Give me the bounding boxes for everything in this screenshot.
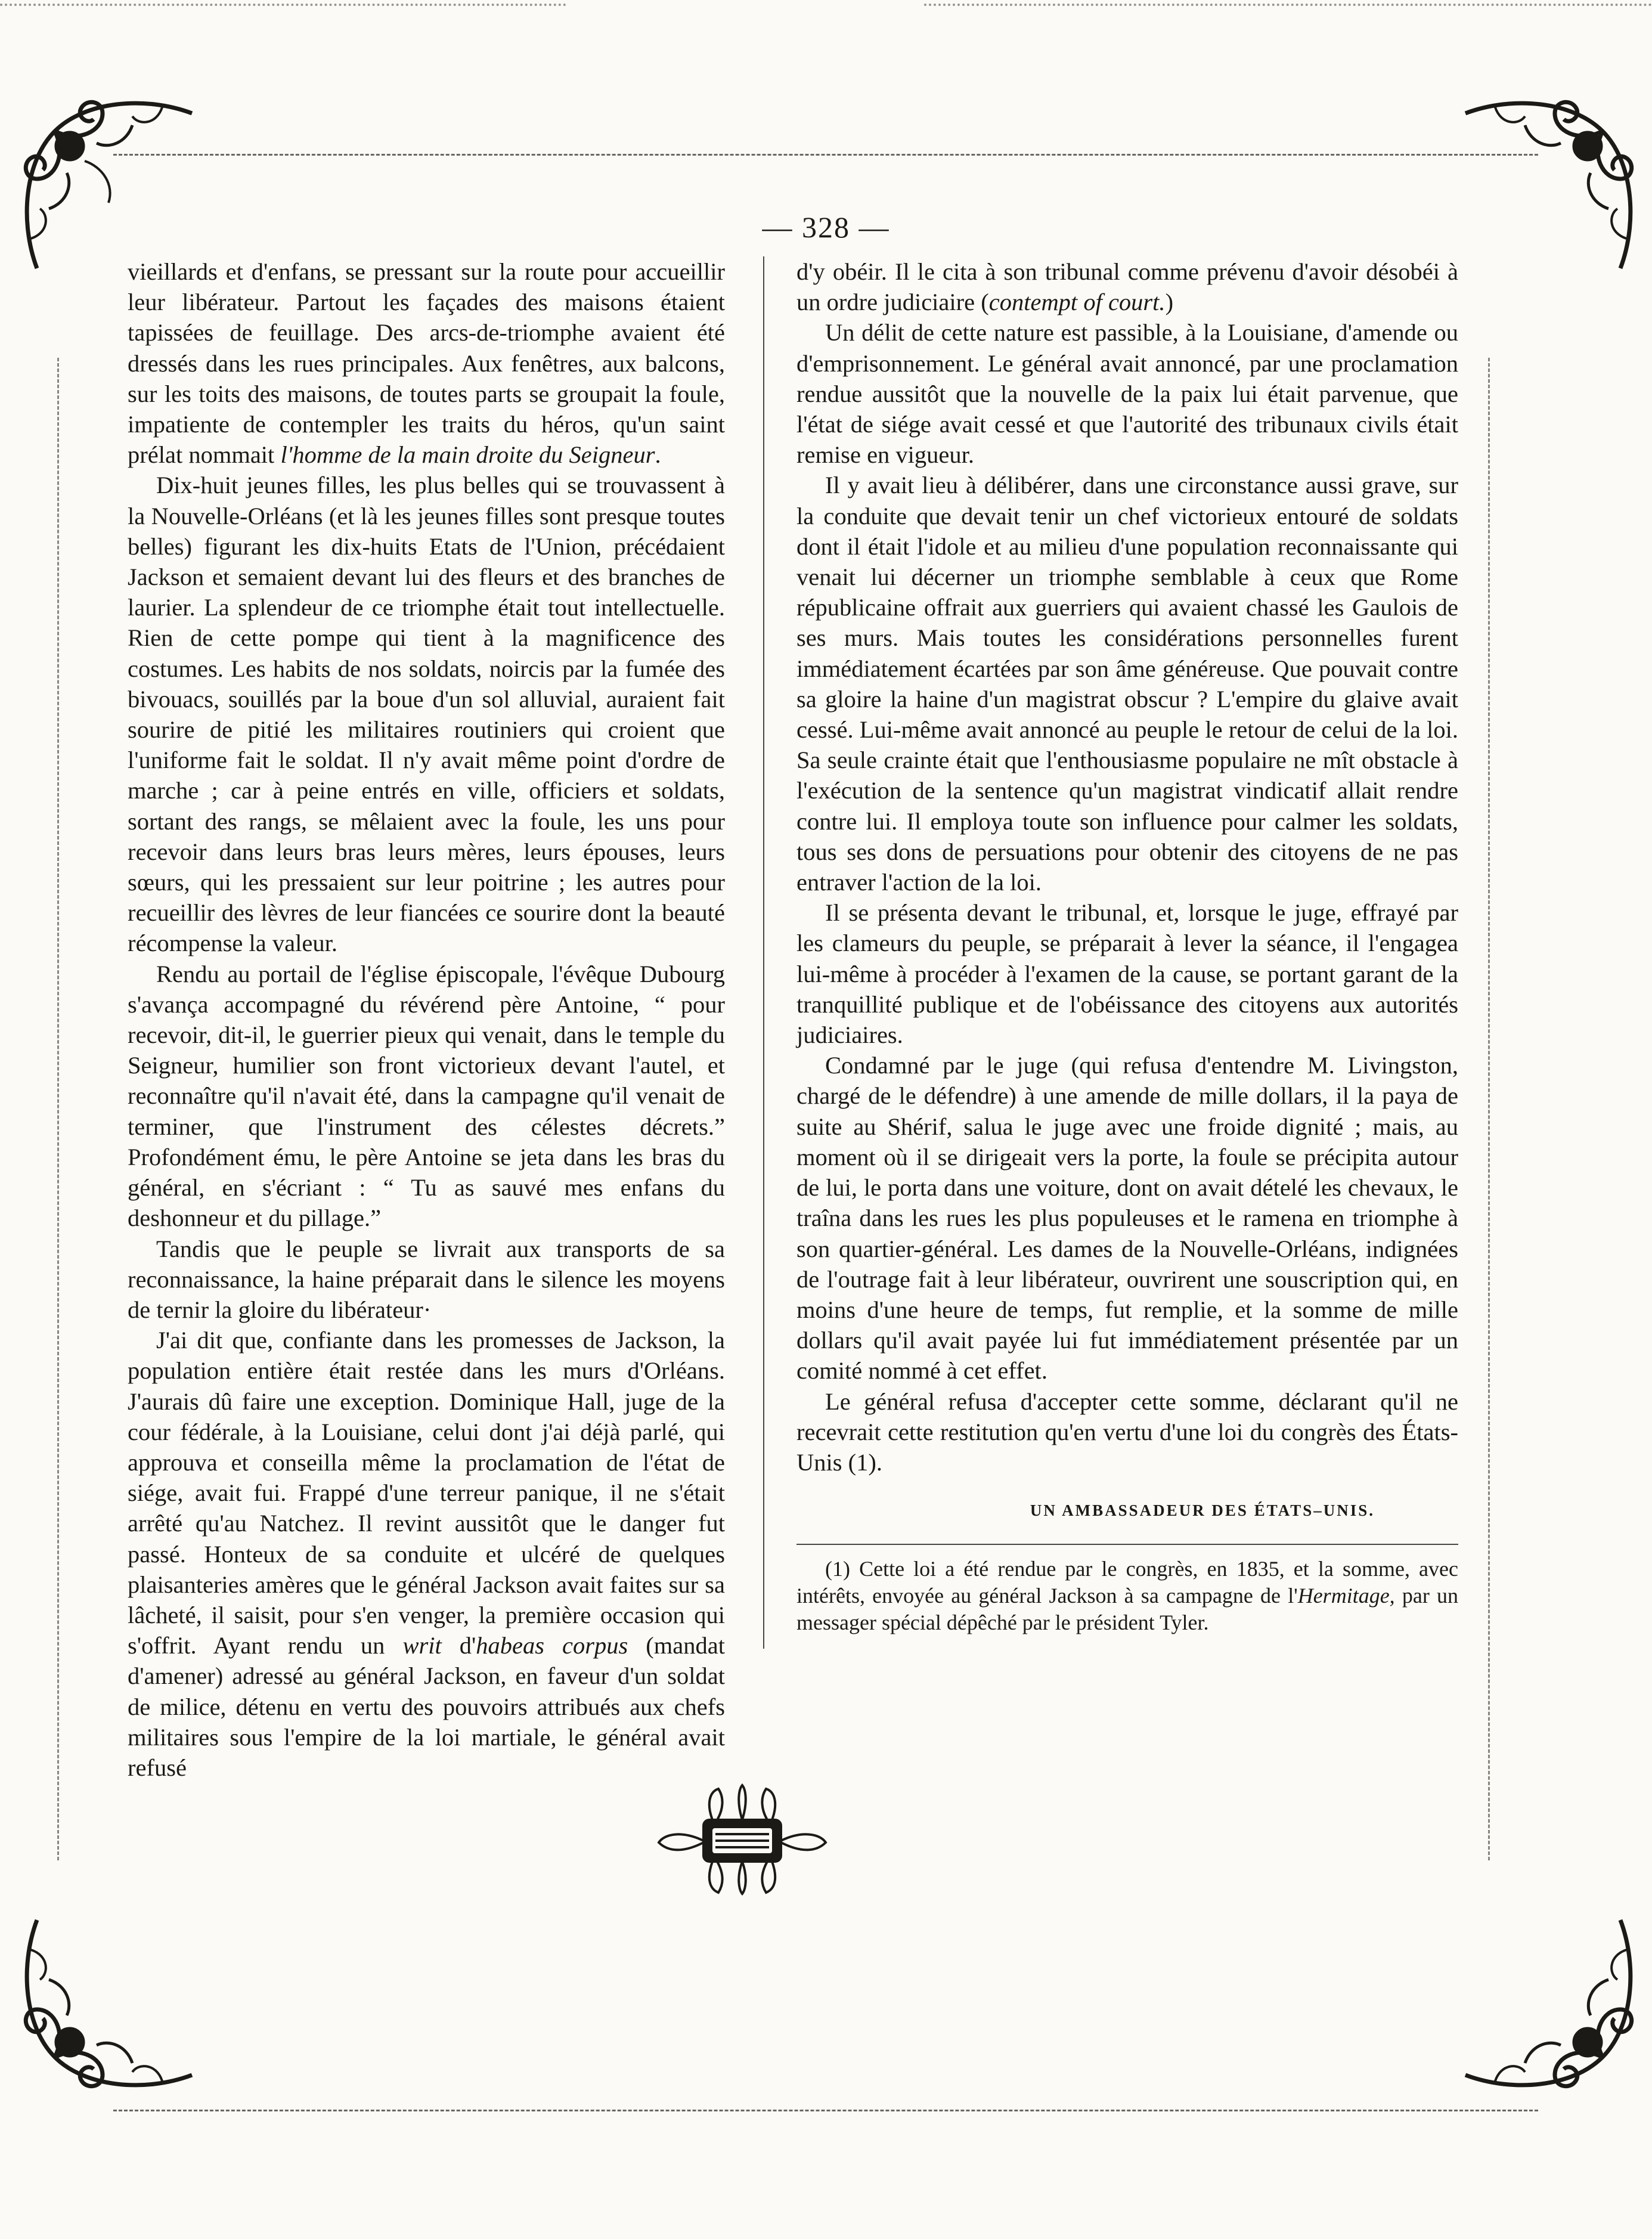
corner-ornament-bottom-right-icon: [1448, 1902, 1644, 2099]
frame-border-left: [57, 358, 59, 1860]
floral-vignette-icon: [647, 1783, 838, 1896]
right-column: [796, 256, 1458, 1636]
frame-border-bottom: [113, 2110, 1538, 2111]
footnote-rule: [796, 1544, 1458, 1545]
paragraph: Il y avait lieu à délibérer, dans une circonstance aussi grave, sur la conduite que devait tenir un chef victorieux entouré de soldats dont il était l'idole et au milieu d'une population reconnaissante qui venait lui décerner un triomphe semblable à ceux que Rome républicaine offrait aux guerriers qui avaient chassé les Gaulois de ses murs. Mais toutes les considérations personnelles furent immédiatement écartées par son âme généreuse. Que pouvait contre sa gloire la haine d'un magistrat obscur ? L'empire du glaive avait cessé. Lui-même avait annoncé au peuple le retour de celui de la loi. Sa seule crainte était que l'enthousiasme populaire ne mît obstacle à l'exécution de la sentence qu'un magistrat vindicatif allait rendre contre lui. Il employa toute son influence pour calmer les soldats, tous ses dons de persuations pour obtenir des citoyens de ne pas entraver l'action de la loi.: [796, 472, 1458, 896]
signature: UN AMBASSADEUR DES ÉTATS–UNIS.: [1030, 1501, 1375, 1520]
corner-ornament-bottom-left-icon: [13, 1902, 210, 2099]
paragraph: Condamné par le juge (qui refusa d'entendre M. Livingston, chargé de le défendre) à une amende de mille dollars, il la paya de suite au Shérif, salua le juge avec une froide dignité ; mais, au moment où il se dirigeait vers la porte, la foule se précipita autour de lui, le porta dans une voiture, dont on avait dételé les chevaux, le traîna dans les rues les plus populeuses et le ramena en triomphe à son quartier-général. Les dames de la Nouvelle-Orléans, indignées de l'outrage fait à leur libérateur, ouvrirent une souscription qui, en moins d'une heure de temps, fut remplie, et la somme de mille dollars qu'il avait payée lui fut immédiatement présentée par un comité nommé à cet effet.: [796, 1052, 1458, 1385]
frame-border-right: [1488, 358, 1490, 1860]
top-edge-rule-left: [0, 4, 566, 6]
paragraph: J'ai dit que, confiante dans les promesses de Jackson, la population entière était restée dans les murs d'Orléans. J'aurais dû faire une exception. Dominique Hall, juge de la cour fédérale, à la Louisiane, celui dont j'ai déjà parlé, qui approuva et conseilla même la proclamation de l'état de siége, avait fui. Frappé d'une terreur panique, il ne s'était arrêté qu'au Natchez. Il revint aussitôt que le danger fut passé. Honteux de sa conduite et ulcéré de quelques plaisanteries amères que le général Jackson avait faites sur sa lâcheté, il saisit, pour s'en venger, la première occasion qui s'offrit. Ayant rendu un writ d'habeas corpus (mandat d'amener) adressé au général Jackson, en faveur d'un soldat de milice, détenu en vertu des pouvoirs attribués aux chefs militaires sous l'empire de la loi martiale, le général avait refusé: [128, 1327, 725, 1781]
left-column: [128, 256, 725, 1783]
paragraph: Un délit de cette nature est passible, à la Louisiane, d'amende ou d'emprisonnement. Le général avait annoncé, par une proclamation rendue aussitôt que la nouvelle de la paix lui était parvenue, que l'état de siége avait cessé et que l'autorité des tribunaux civils était remise en vigueur.: [796, 319, 1458, 469]
paragraph: Le général refusa d'accepter cette somme, déclarant qu'il ne recevrait cette restitution qu'en vertu d'une loi du congrès des États-Unis (1).: [796, 1388, 1458, 1476]
corner-ornament-top-right-icon: [1448, 89, 1644, 286]
column-divider: [763, 256, 764, 1649]
frame-border-top: [113, 154, 1538, 156]
top-edge-rule-right: [924, 4, 1652, 6]
paragraph: Rendu au portail de l'église épiscopale, l'évêque Dubourg s'avança accompagné du révérend père Antoine, “ pour recevoir, dit-il, le guerrier pieux qui venait, dans le temple du Seigneur, humilier son front victorieux devant l'autel, et reconnaître qu'il n'avait été, dans la campagne qu'il venait de terminer, que l'instrument des célestes décrets.” Profondément ému, le père Antoine se jeta dans les bras du général, en s'écriant : “ Tu as sauvé mes enfans du deshonneur et du pillage.”: [128, 960, 725, 1232]
footnote: (1) Cette loi a été rendue par le congrès, en 1835, et la somme, avec intérêts, envoyée au général Jackson à sa campagne de l'Hermitage, par un messager spécial dépêché par le président Tyler.: [796, 1557, 1458, 1635]
paragraph: d'y obéir. Il le cita à son tribunal comme prévenu d'avoir désobéi à un ordre judiciaire (contempt of court.): [796, 258, 1458, 316]
paragraph: Tandis que le peuple se livrait aux transports de sa reconnaissance, la haine préparait dans le silence les moyens de ternir la gloire du libérateur·: [128, 1235, 725, 1323]
paragraph: Il se présenta devant le tribunal, et, lorsque le juge, effrayé par les clameurs du peuple, se préparait à lever la séance, il l'engagea lui-même à procéder à l'examen de la cause, se portant garant de la tranquillité publique et de l'obéissance des citoyens aux autorités judiciaires.: [796, 899, 1458, 1049]
paragraph: Dix-huit jeunes filles, les plus belles qui se trouvassent à la Nouvelle-Orléans (et là les jeunes filles sont presque toutes belles) figurant les dix-huits Etats de l'Union, précédaient Jackson et semaient devant lui des fleurs et des branches de laurier. La splendeur de ce triomphe était tout intellectuelle. Rien de cette pompe qui tient à la magnificence des costumes. Les habits de nos soldats, noircis par la fumée des bivouacs, souillés par la boue d'un sol alluvial, auraient fait sourire de pitié les militaires routiniers qui croient que l'uniforme fait le soldat. Il n'y avait même point d'ordre de marche ; car à peine entrés en ville, officiers et soldats, sortant des rangs, se mêlaient avec la foule, les uns pour recevoir dans leurs bras leurs mères, leurs épouses, leurs sœurs, qui les pressaient sur leur poitrine ; les autres pour recueillir des lèvres de leur fiancées ce sourire dont la beauté récompense la valeur.: [128, 472, 725, 957]
page-number: — 328 —: [762, 210, 890, 244]
paragraph: vieillards et d'enfans, se pressant sur la route pour accueillir leur libérateur. Partout les façades des maisons étaient tapissées de feuillage. Des arcs-de-triomphe avaient été dressés dans les rues principales. Aux fenêtres, aux balcons, sur les toits des maisons, de toutes parts se groupait la foule, impatiente de contempler les traits du héros, qu'un saint prélat nommait l'homme de la main droite du Seigneur.: [128, 258, 725, 469]
